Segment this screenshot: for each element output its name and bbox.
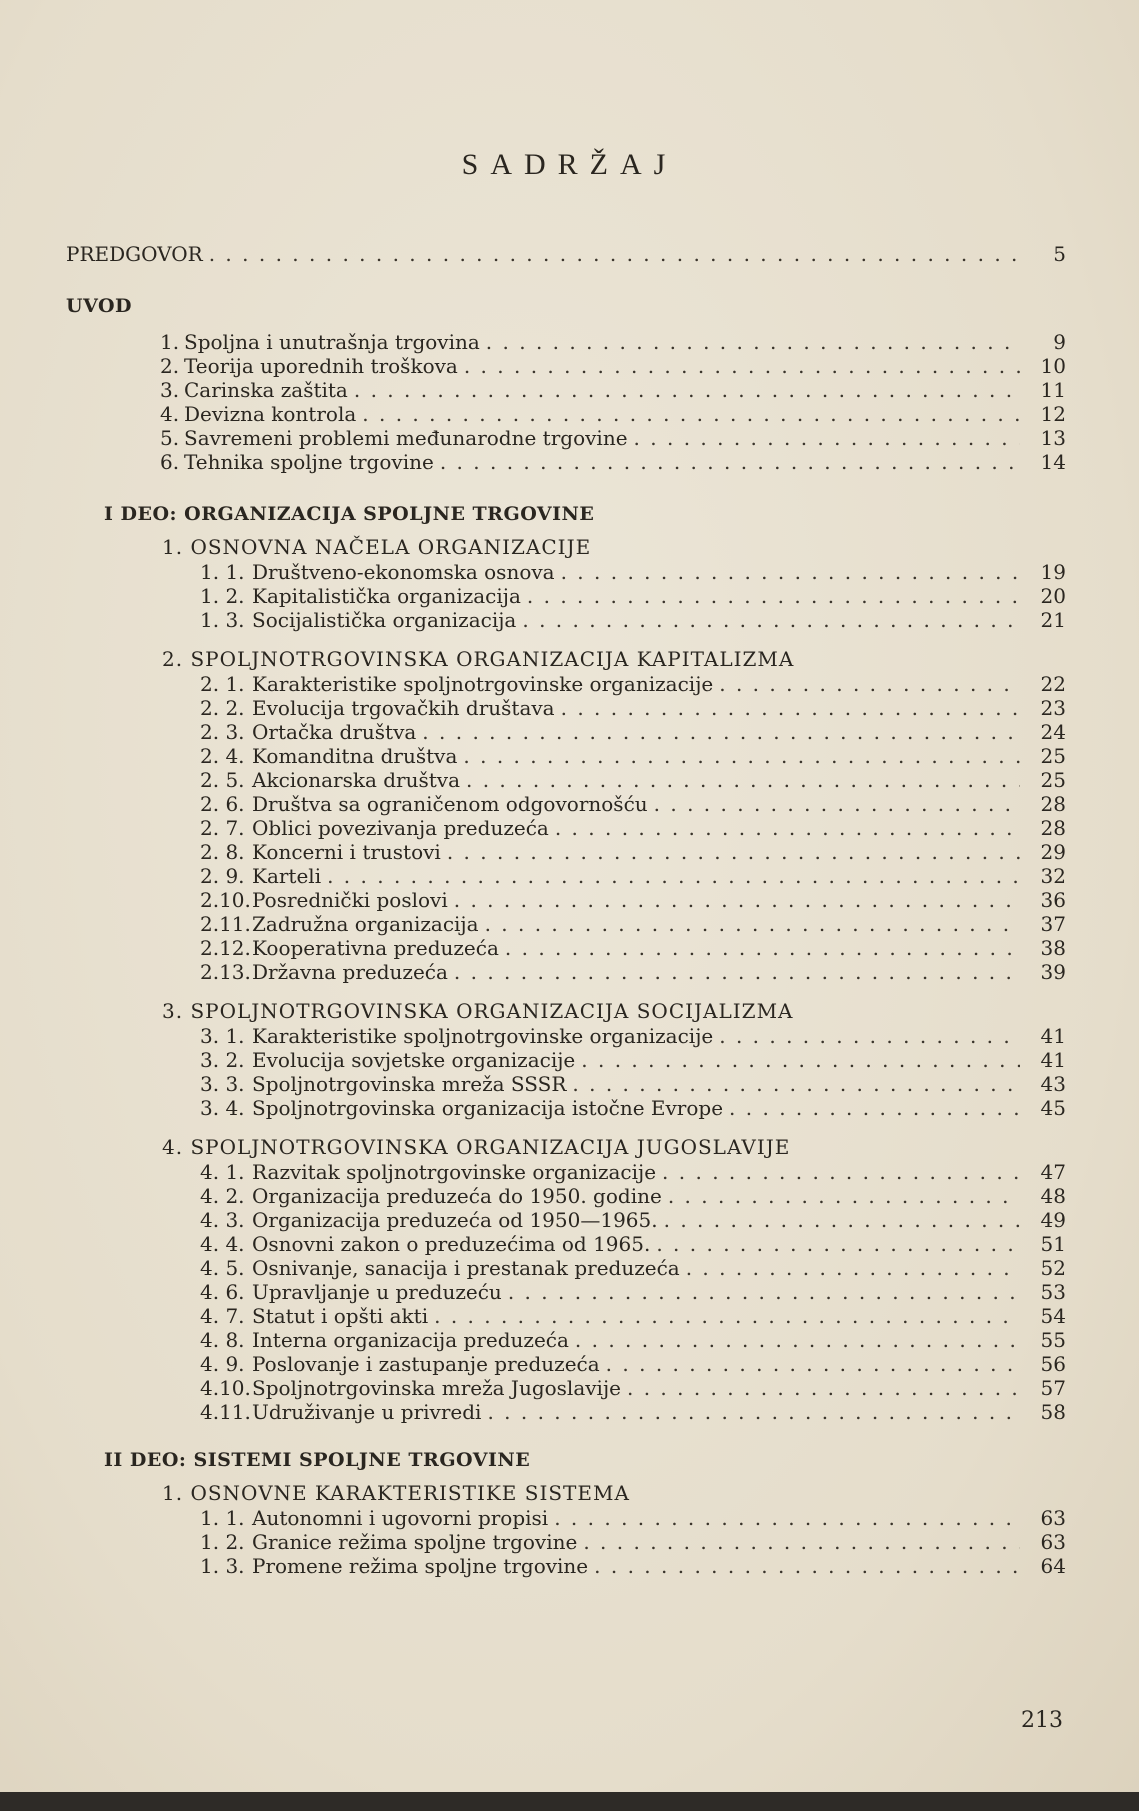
toc-entry-number: 2.12. [200, 936, 251, 960]
toc-entry-number: 1. 1. [200, 1506, 245, 1530]
dot-leader [561, 560, 1020, 584]
toc-entry-label: Osnovni zakon o preduzećima od 1965. [252, 1232, 651, 1256]
toc-entry-label: Tehnika spoljne trgovine [184, 450, 434, 474]
toc-entry-page: 56 [1040, 1352, 1066, 1376]
dot-leader [554, 1506, 1020, 1530]
toc-entry-label: Teorija uporednih troškova [184, 354, 458, 378]
toc-entry-page: 47 [1040, 1160, 1066, 1184]
toc-entry-label: Spoljnotrgovinska mreža Jugoslavije [252, 1376, 621, 1400]
dot-leader [522, 608, 1020, 632]
scan-edge [0, 1792, 1139, 1811]
toc-entry-number: 4. 6. [200, 1280, 245, 1304]
toc-entry-label: Evolucija sovjetske organizacije [252, 1048, 576, 1072]
toc-entry-label: Kapitalistička organizacija [252, 584, 521, 608]
toc-entry-page: 5 [1053, 242, 1066, 266]
toc-entry-label: Spoljnotrgovinska organizacija istočne Evrope [252, 1096, 724, 1120]
toc-entry-number: 1. 3. [200, 1554, 245, 1578]
toc-entry [200, 720, 1066, 744]
toc-entry-number: 2. [160, 354, 180, 378]
toc-entry [200, 840, 1066, 864]
dot-leader [654, 792, 1020, 816]
toc-entry-number: 4. 4. [200, 1232, 245, 1256]
toc-entry-page: 64 [1040, 1554, 1066, 1578]
toc-entry [200, 672, 1066, 696]
toc-entry-label: Interna organizacija preduzeća [252, 1328, 569, 1352]
toc-entry-page: 36 [1040, 888, 1066, 912]
chapter-block [162, 998, 1066, 1120]
toc-entry-number: 4.11. [200, 1400, 251, 1424]
chapter-items [200, 1160, 1066, 1424]
toc-entry [200, 1096, 1066, 1120]
toc-entry-page: 14 [1040, 450, 1066, 474]
dot-leader [527, 584, 1020, 608]
page-title: SADRŽAJ [461, 148, 678, 181]
toc-entry-number: 2. 2. [200, 696, 245, 720]
toc-entry-page: 41 [1040, 1024, 1066, 1048]
toc-entry [200, 1256, 1066, 1280]
chapter-title: 2. SPOLJNOTRGOVINSKA ORGANIZACIJA KAPITALIZMA [162, 647, 795, 671]
toc-entry [200, 1048, 1066, 1072]
toc-entry-page: 58 [1040, 1400, 1066, 1424]
toc-entry-page: 20 [1040, 584, 1066, 608]
toc-entry-label: Društveno-ekonomska osnova [252, 560, 555, 584]
toc-entry-label: Devizna kontrola [184, 402, 357, 426]
dot-leader [463, 744, 1020, 768]
toc-entry [200, 1400, 1066, 1424]
toc-entry-page: 25 [1040, 744, 1066, 768]
dot-leader [447, 840, 1020, 864]
toc-entry [160, 426, 1066, 450]
toc-entry [200, 1352, 1066, 1376]
toc-entry-page: 55 [1040, 1328, 1066, 1352]
dot-leader [594, 1554, 1020, 1578]
toc-entry [200, 1554, 1066, 1578]
toc-entry [160, 378, 1066, 402]
toc-entry-page: 54 [1040, 1304, 1066, 1328]
toc-entry-page: 21 [1040, 608, 1066, 632]
toc-entry-label: Oblici povezivanja preduzeća [252, 816, 549, 840]
section-heading-deo1: I DEO: ORGANIZACIJA SPOLJNE TRGOVINE [104, 503, 595, 525]
dot-leader [719, 672, 1020, 696]
toc-entry [200, 696, 1066, 720]
dot-leader [422, 720, 1020, 744]
toc-entry-page: 32 [1040, 864, 1066, 888]
toc-entry-label: Osnivanje, sanacija i prestanak preduzeća [252, 1256, 680, 1280]
toc-entry-page: 43 [1040, 1072, 1066, 1096]
dot-leader [634, 426, 1020, 450]
dot-leader [572, 1072, 1020, 1096]
toc-entry-number: 3. 1. [200, 1024, 245, 1048]
dot-leader [487, 1400, 1020, 1424]
toc-entry-label: Spoljnotrgovinska mreža SSSR [252, 1072, 567, 1096]
toc-entry-page: 11 [1040, 378, 1066, 402]
dot-leader [485, 912, 1020, 936]
toc-entry-page: 13 [1040, 426, 1066, 450]
toc-entry-label: Državna preduzeća [252, 960, 448, 984]
toc-entry-number: 2. 1. [200, 672, 245, 696]
toc-entry-number: 2.11. [200, 912, 251, 936]
toc-entry-label: Posrednički poslovi [252, 888, 448, 912]
toc-entry-page: 19 [1040, 560, 1066, 584]
dot-leader [729, 1096, 1020, 1120]
toc-entry-page: 57 [1040, 1376, 1066, 1400]
dot-leader [440, 450, 1020, 474]
toc-entry-number: 2.10. [200, 888, 251, 912]
dot-leader [209, 242, 1020, 266]
section-heading-deo2: II DEO: SISTEMI SPOLJNE TRGOVINE [104, 1449, 531, 1471]
toc-entry-label: Karakteristike spoljnotrgovinske organizacije [252, 1024, 714, 1048]
toc-entry-number: 2. 7. [200, 816, 245, 840]
toc-entry-label: Statut i opšti akti [252, 1304, 429, 1328]
toc-entry-label: Udruživanje u privredi [252, 1400, 482, 1424]
toc-entry [200, 792, 1066, 816]
toc-entry [200, 864, 1066, 888]
dot-leader [486, 330, 1020, 354]
dot-leader [508, 1280, 1020, 1304]
toc-entry-page: 28 [1040, 816, 1066, 840]
toc-entry-page: 12 [1040, 402, 1066, 426]
toc-entry-page: 25 [1040, 768, 1066, 792]
toc-entry-page: 39 [1040, 960, 1066, 984]
toc-entry-number: 3. 2. [200, 1048, 245, 1072]
toc-entry-number: 3. 3. [200, 1072, 245, 1096]
chapter-title: 3. SPOLJNOTRGOVINSKA ORGANIZACIJA SOCIJALIZMA [162, 999, 794, 1023]
toc-entry-number: 2. 8. [200, 840, 245, 864]
toc-entry [200, 744, 1066, 768]
toc-entry [200, 912, 1066, 936]
dot-leader [327, 864, 1020, 888]
chapter-items [200, 1024, 1066, 1120]
toc-entry [200, 1328, 1066, 1352]
toc-entry-label: Zadružna organizacija [252, 912, 479, 936]
toc-entry-number: 4. 1. [200, 1160, 245, 1184]
toc-entry-number: 1. 3. [200, 608, 245, 632]
toc-entry [200, 560, 1066, 584]
toc-entry [160, 354, 1066, 378]
dot-leader [627, 1376, 1020, 1400]
toc-entry-number: 1. [160, 330, 180, 354]
chapter-block [162, 534, 1066, 632]
dot-leader [555, 816, 1020, 840]
toc-entry-label: Socijalistička organizacija [252, 608, 517, 632]
toc-entry [200, 1232, 1066, 1256]
toc-entry-page: 45 [1040, 1096, 1066, 1120]
dot-leader [575, 1328, 1020, 1352]
toc-entry-page: 37 [1040, 912, 1066, 936]
dot-leader [561, 696, 1020, 720]
toc-entry-label: Carinska zaštita [184, 378, 348, 402]
toc-entry [200, 816, 1066, 840]
chapter-items [200, 672, 1066, 984]
toc-entry-label: Spoljna i unutrašnja trgovina [184, 330, 480, 354]
toc-entry-page: 51 [1040, 1232, 1066, 1256]
toc-entry-label: Akcionarska društva [252, 768, 460, 792]
dot-leader [434, 1304, 1020, 1328]
dot-leader [354, 378, 1020, 402]
toc-entry-page: 63 [1040, 1530, 1066, 1554]
toc-entry-page: 53 [1040, 1280, 1066, 1304]
toc-entry-label: Koncerni i trustovi [252, 840, 441, 864]
dot-leader [362, 402, 1020, 426]
dot-leader [606, 1352, 1020, 1376]
toc-entry-predgovor [66, 242, 1066, 266]
toc-entry-page: 29 [1040, 840, 1066, 864]
uvod-list [160, 330, 1066, 474]
toc-entry-label: Poslovanje i zastupanje preduzeća [252, 1352, 600, 1376]
toc-entry-label: Kooperativna preduzeća [252, 936, 499, 960]
dot-leader [464, 354, 1020, 378]
toc-entry-label: Razvitak spoljnotrgovinske organizacije [252, 1160, 657, 1184]
toc-entry-number: 5. [160, 426, 180, 450]
toc-entry-label: Savremeni problemi međunarodne trgovine [184, 426, 628, 450]
toc-entry-number: 1. 1. [200, 560, 245, 584]
toc-entry [200, 1208, 1066, 1232]
toc-entry-page: 63 [1040, 1506, 1066, 1530]
chapter-title: 1. OSNOVNE KARAKTERISTIKE SISTEMA [162, 1481, 630, 1505]
toc-entry [200, 1280, 1066, 1304]
toc-entry-label: Komanditna društva [252, 744, 458, 768]
toc-entry [160, 450, 1066, 474]
toc-entry-page: 28 [1040, 792, 1066, 816]
toc-entry [200, 960, 1066, 984]
table-of-contents [66, 242, 1066, 1578]
toc-entry-number: 2. 4. [200, 744, 245, 768]
toc-entry-number: 4. 7. [200, 1304, 245, 1328]
toc-entry-number: 3. [160, 378, 180, 402]
toc-entry-number: 2. 6. [200, 792, 245, 816]
toc-entry [160, 330, 1066, 354]
dot-leader [719, 1024, 1020, 1048]
toc-entry-number: 2. 9. [200, 864, 245, 888]
toc-entry-number: 2.13. [200, 960, 251, 984]
toc-entry [200, 1506, 1066, 1530]
page-number: 213 [1021, 1708, 1063, 1733]
toc-entry-page: 10 [1040, 354, 1066, 378]
toc-entry-label: Upravljanje u preduzeću [252, 1280, 502, 1304]
toc-entry [200, 1072, 1066, 1096]
dot-leader [668, 1184, 1020, 1208]
toc-entry-label: Autonomni i ugovorni propisi [252, 1506, 549, 1530]
toc-entry [200, 584, 1066, 608]
dot-leader [656, 1232, 1020, 1256]
toc-entry-label: PREDGOVOR [66, 242, 203, 266]
toc-entry-number: 1. 2. [200, 584, 245, 608]
toc-entry [200, 1376, 1066, 1400]
toc-entry-number: 4. 2. [200, 1184, 245, 1208]
toc-entry-label: Ortačka društva [252, 720, 417, 744]
chapter-block [162, 646, 1066, 984]
toc-entry [200, 608, 1066, 632]
toc-entry-page: 22 [1040, 672, 1066, 696]
toc-entry-number: 4. [160, 402, 180, 426]
toc-entry-page: 9 [1053, 330, 1066, 354]
toc-entry-label: Organizacija preduzeća od 1950—1965. [252, 1208, 658, 1232]
dot-leader [466, 768, 1020, 792]
toc-entry-number: 2. 5. [200, 768, 245, 792]
toc-entry [200, 888, 1066, 912]
toc-entry-number: 4. 5. [200, 1256, 245, 1280]
dot-leader [662, 1160, 1020, 1184]
chapter-title: 1. OSNOVNA NAČELA ORGANIZACIJE [162, 535, 592, 559]
toc-entry-page: 41 [1040, 1048, 1066, 1072]
toc-entry-label: Granice režima spoljne trgovine [252, 1530, 578, 1554]
deo2-chapters [66, 1480, 1066, 1578]
toc-entry-number: 4. 9. [200, 1352, 245, 1376]
dot-leader [583, 1530, 1020, 1554]
toc-entry-label: Karteli [252, 864, 322, 888]
section-heading-uvod: UVOD [66, 295, 133, 317]
toc-entry [200, 936, 1066, 960]
toc-entry-number: 2. 3. [200, 720, 245, 744]
toc-entry-label: Društva sa ograničenom odgovornošću [252, 792, 648, 816]
toc-entry-number: 3. 4. [200, 1096, 245, 1120]
chapter-block [162, 1480, 1066, 1578]
dot-leader [581, 1048, 1020, 1072]
toc-entry-page: 52 [1040, 1256, 1066, 1280]
dot-leader [454, 960, 1020, 984]
toc-entry-number: 4. 3. [200, 1208, 245, 1232]
toc-entry-label: Evolucija trgovačkih društava [252, 696, 555, 720]
dot-leader [454, 888, 1020, 912]
toc-entry-label: Organizacija preduzeća do 1950. godine [252, 1184, 662, 1208]
chapter-block [162, 1134, 1066, 1424]
chapter-title: 4. SPOLJNOTRGOVINSKA ORGANIZACIJA JUGOSLAVIJE [162, 1135, 791, 1159]
dot-leader [686, 1256, 1020, 1280]
toc-entry [200, 768, 1066, 792]
toc-entry-page: 49 [1040, 1208, 1066, 1232]
chapter-items [200, 1506, 1066, 1578]
toc-entry-number: 1. 2. [200, 1530, 245, 1554]
dot-leader [664, 1208, 1020, 1232]
toc-entry [200, 1304, 1066, 1328]
toc-entry-page: 38 [1040, 936, 1066, 960]
toc-entry [200, 1160, 1066, 1184]
toc-entry-number: 4.10. [200, 1376, 251, 1400]
toc-entry-number: 6. [160, 450, 180, 474]
toc-entry-page: 23 [1040, 696, 1066, 720]
toc-entry [200, 1024, 1066, 1048]
toc-entry-page: 48 [1040, 1184, 1066, 1208]
toc-entry-label: Promene režima spoljne trgovine [252, 1554, 589, 1578]
toc-entry-label: Karakteristike spoljnotrgovinske organizacije [252, 672, 714, 696]
deo1-chapters [66, 534, 1066, 1424]
chapter-items [200, 560, 1066, 632]
toc-entry-page: 24 [1040, 720, 1066, 744]
dot-leader [505, 936, 1020, 960]
toc-entry-number: 4. 8. [200, 1328, 245, 1352]
toc-entry [200, 1530, 1066, 1554]
toc-entry [160, 402, 1066, 426]
toc-entry [200, 1184, 1066, 1208]
